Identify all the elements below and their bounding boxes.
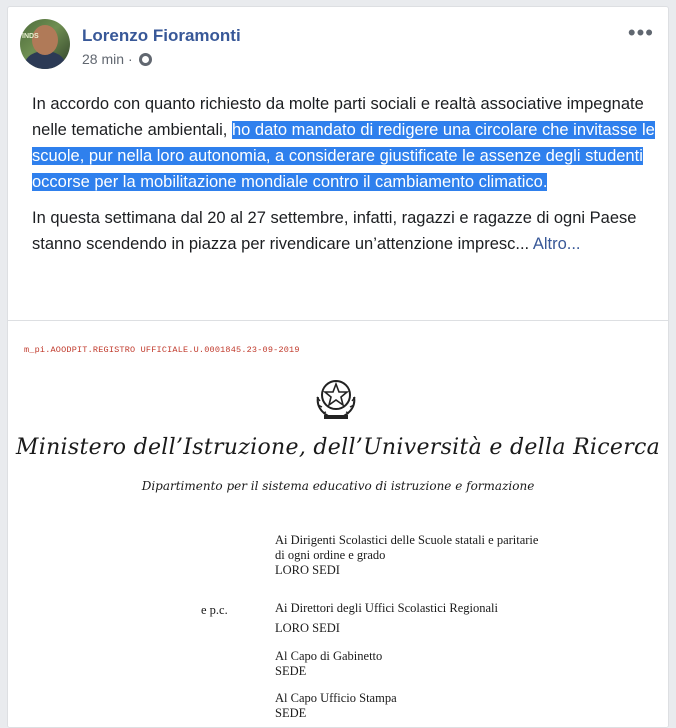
post-meta [82,51,152,67]
epc-label: e p.c. [201,603,228,617]
author-name[interactable]: Lorenzo Fioramonti [82,26,241,45]
recipient-line: SEDE [275,706,307,720]
recipient-line: Al Capo di Gabinetto [275,649,383,663]
more-icon[interactable]: ••• [627,20,654,45]
department-title: Dipartimento per il sistema educativo di istruzione e formazione [141,479,535,493]
attached-document-image[interactable] [8,321,668,728]
recipient-block-2 [275,601,498,636]
recipient-line: Ai Direttori degli Uffici Scolastici Regionali [275,601,498,615]
post-text [32,91,657,257]
post-text-normal: In accordo con quanto richiesto da molte parti sociali e realtà associative impegnate nelle tematiche ambientali, [32,95,644,139]
recipient-line: LORO SEDI [275,621,340,635]
avatar[interactable]: INDS [20,19,70,69]
recipient-line: SEDE [275,664,307,678]
globe-icon[interactable] [139,53,152,66]
recipient-line: di ogni ordine e grado [275,548,386,562]
republic-emblem-icon [310,371,362,421]
recipient-block-3 [275,649,382,679]
recipient-line: LORO SEDI [275,563,340,577]
post-card [7,6,669,728]
post-text-highlight: ho dato mandato di redigere una circolare che invitasse le scuole, pur nella loro autonomia, a considerare giustificate le assenze degli studenti occorse per la mobilitazione mondiale contro il cambiamento climatico. [32,121,655,191]
post-paragraph-2 [32,205,657,257]
recipient-block-1 [275,533,538,578]
post-text-2: In questa settimana dal 20 al 27 settembre, infatti, ragazzi e ragazze di ogni Paese stanno scendendo in piazza per rivendicare un’attenzione impresc... [32,209,637,253]
recipient-line: Al Capo Ufficio Stampa [275,691,397,705]
meta-separator: · [128,51,133,67]
post-header [20,19,656,69]
ministry-title: Ministero dell’Istruzione, dell’Università e della Ricerca [15,435,661,460]
protocol-stamp: m_pi.AOODPIT.REGISTRO UFFICIALE.U.0001845.23-09-2019 [24,345,300,355]
recipient-line: Ai Dirigenti Scolastici delle Scuole statali e paritarie [275,533,539,547]
post-timestamp[interactable]: 28 min [82,51,125,67]
post-paragraph-1 [32,91,657,195]
see-more-link[interactable]: Altro... [532,235,581,253]
